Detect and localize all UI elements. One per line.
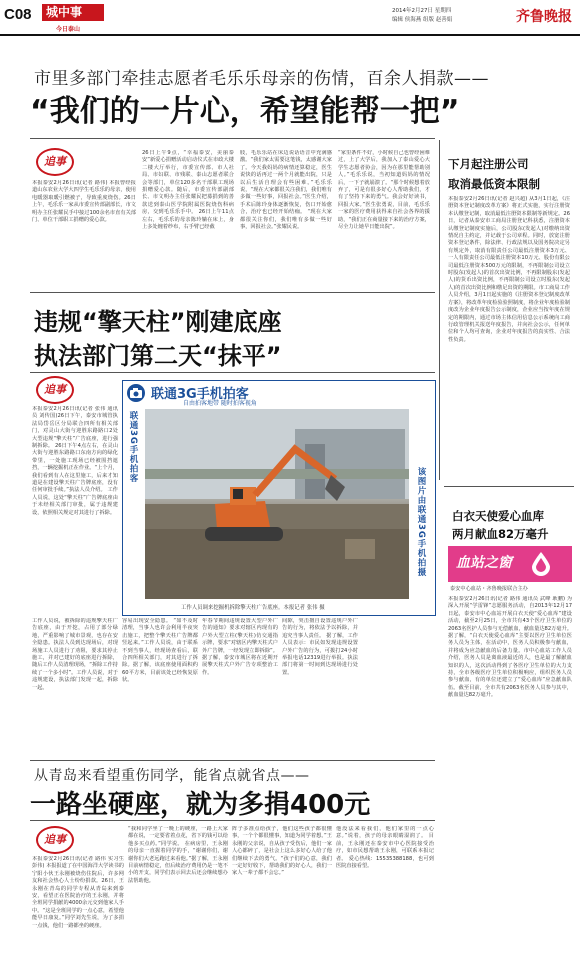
story1-headline: “我们的一片心，希望能帮一把” bbox=[30, 94, 460, 129]
story1-bottom-rule bbox=[30, 292, 435, 293]
side2-headline1: 白衣天使爱心血库 bbox=[452, 509, 544, 523]
story2-col1: 本报泰安2月26日讯(记者 张伟 通讯员 刘传国)26日下午，泰安市城管执法局岱岳区分局联合四所有相关部门，对灵山大街与迎胜东路路口2处大型违规“擎天柱”广告底座，进行强制拆除。 26日下午4点左右，在灵山大街与迎胜东路路口东南方向的绿化带里，一处施工现场已经被围挡遮挡，一辆挖掘机正在作业。“上个月，我们看到有人在这里施工，后来才知道是在建设擎天柱广告牌底座，没有任何审批手续。”执法人员介绍。 工作人员说，这处“擎天柱”广告牌底座由于未经相关部门审批，属于违规建设，依照相关规定对其进行了拆除。 bbox=[32, 406, 118, 516]
story2-col2: 工作人员说，被拆除的违规擎天柱广告底座，由于开挖，占用了部分绿地，严重影响了城市景观，也存在安全隐患。执法人员到达现场后，对现场施工人员进行了劝阻，要求其停止施工，并对已建好的底座进行拆除，随后工作人员清理现场，“拆除工作持续了一个多小时”。工作人员说，对于违规建设，执法部门发现一起，拆除一起。 bbox=[32, 618, 118, 691]
story2-rule bbox=[30, 372, 435, 373]
story3-top-rule bbox=[30, 760, 435, 761]
editors-line: 编辑 侯海燕 组版 赵善娟 bbox=[392, 17, 453, 23]
story3-col1: 本报泰安2月26日讯(记者 路伟 实习生 彭伟) 本报报道了在中国海洋大学读书的宁阳小伙王永刚被烧伤住院后，许多网友和社会热心人士纷纷捐款。26日，王永刚在青岛的同学专程从青岛来到泰安，看望正在医院治疗的王永刚，并将全班同学捐献的4000余元交到他家人手中。“这是全班同学的一点心意，希望他能早日康复。”同学刘先生说，为了多捐一点钱，他们一路都坐的硬座。 bbox=[32, 856, 124, 929]
story1-col1: 本报泰安2月26日讯(记者 路伟) 本报曾经报道山东农业大学大四学生毛乐乐的母亲，使用电暖器取暖引燃被子，导致重度烧伤。26日上午，毛乐乐一家从市委宣传部副部长，市文明办主任张耀民手中接过100余名市直有关部门、单位干部职工捐赠的爱心款。 bbox=[32, 180, 136, 224]
page-number: C08 bbox=[4, 6, 32, 23]
camera-icon bbox=[127, 384, 145, 402]
side2-headline2: 两月献血82万毫升 bbox=[452, 527, 549, 541]
photo-caption: 工作人员调来挖掘机拆除擎天柱广告底座。本报记者 张伟 摄 bbox=[181, 605, 325, 611]
story2-col4: 年春节期间违规设置大型户外广告的通知》要求对辖区内现有的户外大型立柱(擎天柱)仿交通指示牌，要求“对辖区内擎天柱式户外广告牌，一经发现立即拆除”。据了解，泰安市城区将在近期开展擎天柱式户外广告专项整治工作。 bbox=[202, 618, 278, 676]
story1-col4: “家里条件不好，小时候自己也曾经困难过，上了大学后，我加入了泰山爱心大学生志愿者协会，因为在那里能帮助别人。”毛乐乐说，当初知道妈妈的情况后，一下子就崩溃了。“那个时候想着放弃了，可是有很多好心人帮助我们，才有了坚持下来的勇气。我会好好读书，回报大家。”医生张勇说，目前，毛乐乐一家的医疗费用获得来自社会各界的援助，“我们正在商量接下来的治疗方案，尽全力让她早日能出院”。 bbox=[338, 150, 430, 231]
blood-station-logo bbox=[448, 546, 572, 582]
header-rule bbox=[0, 34, 580, 36]
right-column-divider bbox=[439, 140, 440, 480]
story3-col2: “我和同学坐了一晚上的硬座，一路上大家都在说，一定要省着点花，省下的钱可以给他多买点药。”同学说。 在病房里，王永刚的母亲一直握着同学的手，“谢谢你们，谢谢你们大老远跑过来看他。”据了解，王永刚目前病情稳定，但后续治疗费用仍是一笔不小的开支，同学们表示回去后还会继续想办法帮助他。 bbox=[128, 826, 228, 884]
blood-station-caption: 泰安中心血站・齐鲁晚报联合主办 bbox=[450, 586, 528, 592]
story2-headline2: 执法部门第二天“抹平” bbox=[34, 342, 282, 370]
subsection-label: 今日泰山 bbox=[56, 26, 81, 33]
story3-col3: 阵子多准点给孩子，他们这些孩子都很懂事，一个个都很懂事，知道为同学着想。”王永刚的父亲说，自从孩子受伤后，他们一家人心都碎了，是社会上这么多好心人给了他们继续下去的勇气。“孩子们的心意，我们一定好好收下，帮助我们的好心人，我们一家人一辈子都不会忘。” bbox=[232, 826, 332, 877]
side2-body: 本报泰安2月26日讯(记者 路伟 通讯员 武峰 耿鹏) 为深入开展“学雷锋”志愿服务活动，自2013年12月17日起，泰安市中心血站开展白衣天使“爱心血库”建设活动，截至2月25日，全市共有43个医疗卫生单位的2063名医护人员参与无偿献血，献血量达82万毫升。据了解，“白衣天使爱心血库”主要以医疗卫生单位医务人员为主体，在活动中，医务人员积极参与献血，并将成为应急献血的后备力量。市中心血站工作人员介绍，医务人员是离血液最近的人，也是最了解献血知识的人，这次活动得到了各医疗卫生单位的大力支持，全市各级医疗卫生单位积极响应，组织医务人员参与献血，有的单位还建立了“爱心血库”应急献血队伍。截至目前，全市共有2063名医务人员参与其中，献血量达82万毫升。 bbox=[448, 596, 572, 699]
ad-banner bbox=[123, 381, 435, 407]
ad-vertical-label-right: 该图片由联通3G手机拍摄 bbox=[416, 467, 426, 577]
blood-station-logo-text: 血站之窗 bbox=[456, 555, 512, 571]
story2-col3: 容易出现安全隐患。 “如不及时清理，当事人也许会利用半夜突击施工，把整个擎天柱广告牌都竖起来。”工作人员说，由于联系不到当事人，经现场查看后，联合四所相关部门，对其进行了拆除。据了解，该底座使用面积约60平方米，目前该处已经恢复原状。 bbox=[122, 618, 198, 684]
story3-badge: 追事 bbox=[36, 826, 74, 854]
story2-headline1: 违规“擎天柱”刚建底座 bbox=[34, 308, 282, 336]
excavator-photo bbox=[145, 409, 409, 599]
blood-drop-icon bbox=[528, 550, 554, 576]
story1-rule bbox=[30, 138, 435, 139]
story1-badge: 追事 bbox=[36, 148, 74, 176]
side1-body: 本报泰安2月26日讯(记者 赵兴超) 从3月1日起，《注册资本登记制度改革方案》将正式实施，实行注册资本认缴登记制，取消最低注册资本限制等新规定。26日，记者从泰安市工商局注册登记科获悉，注册资本认缴登记制度实施后，公司股东(发起人)对缴纳出资情况自主约定，并记载于公司章程。同时，放宽注册资本登记条件，除法律、行政法规以及国务院决定另有规定外，取消有限责任公司最低注册资本3万元、一人有限责任公司最低注册资本10万元、股份有限公司最低注册资本500万元的限制，不再限制公司设立时股东(发起人)的首次出资比例，不再限制股东(发起人)的货币出资比例，不再限制公司设立时股东(发起人)的首次出资比例和缴足出资的期限。市工商局工作人员介绍，3月1日起实施的《注册资本登记制度改革方案》，将改革年度检验验照制度，将企业年度检验制度改为企业年度报告公示制度，企业应当按年度在规定的期限内，通过市场主体信用信息公示系统向工商行政管理机关报送年度报告，并向社会公示，任何单位和个人均可查询，企业对年度报告的真实性、合法性负责。 bbox=[448, 196, 570, 343]
story3-rule bbox=[30, 820, 435, 821]
page-header bbox=[0, 0, 580, 34]
excavator-scene bbox=[145, 409, 409, 599]
story3-subhead: 从青岛来看望重伤同学，能省点就省点—— bbox=[34, 768, 310, 784]
newspaper-logo: 齐鲁晚报 bbox=[516, 9, 572, 25]
side2-top-rule bbox=[444, 486, 574, 487]
story1-subhead: 市里多部门牵挂志愿者毛乐乐母亲的伤情，百余人捐款—— bbox=[34, 69, 489, 89]
side1-headline2: 取消最低资本限制 bbox=[448, 177, 540, 191]
photo-feature bbox=[122, 380, 436, 616]
story3-col4: 他没法来看我们，他们家里的一点心意。”说着，孩子的母亲眼睛湿润了。 目前，王永刚还在泰安市中心医院接受治疗，如市民想帮助王永刚，可联系本报记者。 爱心热线：15535388188，也可到医院直接看望。 bbox=[336, 826, 434, 870]
side1-headline1: 下月起注册公司 bbox=[448, 157, 529, 171]
header-meta bbox=[392, 6, 572, 28]
ad-vertical-label-left: 联通3G手机拍客 bbox=[128, 411, 138, 483]
story3-headline: 一路坐硬座，就为多捐400元 bbox=[30, 790, 371, 820]
story1-col3: 肢，毛乐乐站在床边说话语音中充满感激。“我们家太需要这笔钱，太感谢大家了。今天我妈妈的病情还算稳定，医生说快的话再过一两个月就能出院，只是以后生活自理会有些困难。”毛乐乐说，“现在大家都很关注我们，我们唯有多做一些好事，回报社会。”医生介绍，手术后陈玲身体逐渐恢复，伤口开始愈合，治疗也已经开始结痂。 “现在大家都很关注你们，我们唯有多做一些好事，回报社会。”张耀民说。 bbox=[240, 150, 332, 231]
section-tag: 城中事 bbox=[42, 4, 104, 21]
story2-badge: 追事 bbox=[36, 376, 74, 404]
story2-col5: 间隙，突击擅自设置违规户外广告的行为，将依法予以拆除，并追究当事人责任。 据了解，工作人员表示：市民如发现违规设置户外广告的行为，可拨打24小时举报电话12319进行举报。执法部门将第一时间到达现场进行处置。 bbox=[282, 618, 358, 676]
issue-date: 2014年2月27日 星期四 bbox=[392, 8, 452, 14]
story1-col2: 26日上午9点，“幸福泰安，美丽泰安”新爱心捐赠活动启动仪式在市政大楼二楼大厅举行，市委宣传部、市人社局、市妇联、市残联、泰山志愿者联合会等部门，单位120多名干部职工现场捐赠爱心款。随后，市委宣传部副部长、市文明办主任张耀民把募捐到的善款送到泰山医学院附属医院烧伤科病房，交到毛乐乐手中。 26日上午11点左右，毛乐乐的母亲陈玲躺在床上，身上多处缠着纱布，右手臂已经截 bbox=[142, 150, 234, 231]
ad-title: 联通3G手机拍客 bbox=[151, 387, 249, 402]
ad-subtitle: 自由拍客地带 随时拍客视角 bbox=[183, 400, 257, 407]
